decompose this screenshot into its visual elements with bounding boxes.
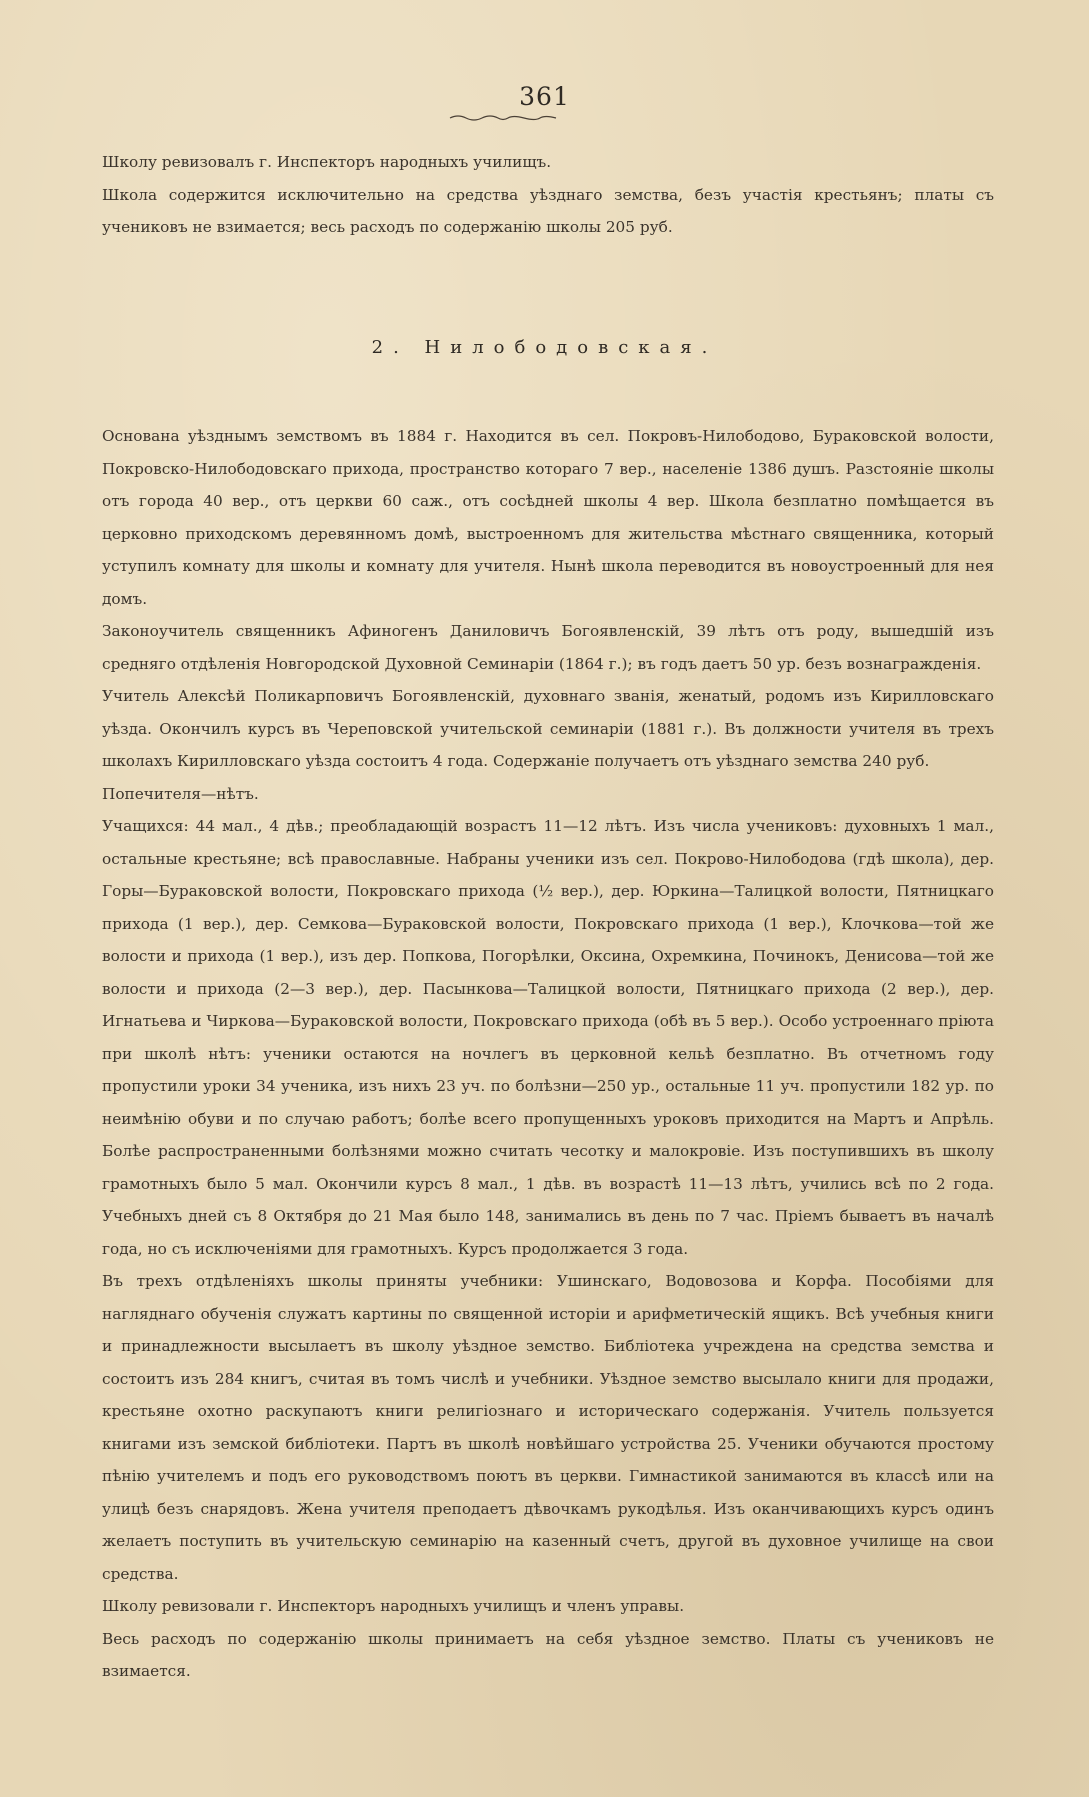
paragraph-expenses: Весь расходъ по содержанію школы принимаетъ на себя уѣздное земство. Платы съ учениковъ не взимается.: [102, 1629, 994, 1680]
page-number: 361: [519, 82, 570, 111]
paragraph-founding: Основана уѣзднымъ земствомъ въ 1884 г. Находится въ сел. Покровъ-Нилободово, Бураковской волости, Покровско-Нилободовскаго прихода, пространство котораго 7 вер., населеніе 1386 душъ. Разстояніе школы отъ города 40 вер., отъ церкви 60 саж., отъ сосѣдней школы 4 вер. Школа безплатно помѣщается въ церковно приходскомъ деревянномъ домѣ, выстроенномъ для жительства мѣстнаго священника, который уступилъ комнату для школы и комнату для учителя. Нынѣ школа переводится въ новоустроенный для нея домъ.: [102, 427, 994, 608]
section-heading: 2. Нилободовская.: [371, 337, 718, 358]
paragraph-teacher: Учитель Алексѣй Поликарповичъ Богоявленскій, духовнаго званія, женатый, родомъ изъ Кирилловскаго уѣзда. Окончилъ курсъ въ Череповской учительской семинаріи (1881 г.). Въ должности учителя въ трехъ школахъ Кирилловскаго уѣзда состоитъ 4 года. Содержаніе получаетъ отъ уѣзднаго земства 240 руб.: [102, 687, 994, 770]
paragraph-trustees: Попечителя—нѣтъ.: [102, 784, 259, 803]
paragraph-inspection: Школу ревизовали г. Инспекторъ народныхъ училищъ и членъ управы.: [102, 1597, 685, 1615]
intro-paragraph-2: Школа содержится исключительно на средства уѣзднаго земства, безъ участія крестьянъ; платы съ учениковъ не взимается; весь расходъ по содержанію школы 205 руб.: [102, 185, 994, 236]
paragraph-students: Учащихся: 44 мал., 4 дѣв.; преобладающій возрастъ 11—12 лѣтъ. Изъ числа учениковъ: духовныхъ 1 мал., остальные крестьяне; всѣ православные. Набраны ученики изъ сел. Покрово-Нилободова (гдѣ школа), дер. Горы—Бураковской волости, Покровскаго прихода (½ вер.), дер. Юркина—Талицкой волости, Пятницкаго прихода (1 вер.), дер. Семкова—Бураковской волости, Покровскаго прихода (1 вер.), Клочкова—той же волости и прихода (1 вер.), изъ дер. Попкова, Погорѣлки, Оксина, Охремкина, Починокъ, Денисова—той же волости и прихода (2—3 вер.), дер. Пасынкова—Талицкой волости, Пятницкаго прихода (2 вер.), дер. Игнатьева и Чиркова—Бураковской волости, Покровскаго прихода (обѣ въ 5 вер.). Особо устроеннаго пріюта при школѣ нѣтъ: ученики остаются на ночлегъ въ церковной кельѣ безплатно. Въ отчетномъ году пропустили уроки 34 ученика, изъ нихъ 23 уч. по болѣзни—250 ур., остальные 11 уч. пропустили 182 ур. по неимѣнію обуви и по случаю работъ; болѣе всего пропущенныхъ уроковъ приходится на Мартъ и Апрѣль. Болѣе распространенными болѣзнями можно считать чесотку и малокровіе. Изъ поступившихъ въ школу грамотныхъ было 5 мал. Окончили курсъ 8 мал., 1 дѣв. въ возрастѣ 11—13 лѣтъ, учились всѣ по 2 года. Учебныхъ дней съ 8 Октября до 21 Мая было 148, занимались въ день по 7 час. Пріемъ бываетъ въ началѣ года, но съ исключеніями для грамотныхъ. Курсъ продолжается 3 года.: [102, 817, 994, 1258]
paragraph-textbooks: Въ трехъ отдѣленіяхъ школы приняты учебники: Ушинскаго, Водовозова и Корфа. Пособіями для нагляднаго обученія служатъ картины по священной исторіи и арифметическій ящикъ. Всѣ учебныя книги и принадлежности высылаетъ въ школу уѣздное земство. Библіотека учреждена на средства земства и состоитъ изъ 284 книгъ, считая въ томъ числѣ и учебники. Уѣздное земство высылало книги для продажи, крестьяне охотно раскупаютъ книги религіознаго и историческаго содержанія. Учитель пользуется книгами изъ земской библіотеки. Партъ въ школѣ новѣйшаго устройства 25. Ученики обучаются простому пѣнію учителемъ и подъ его руководствомъ поютъ въ церкви. Гимнастикой занимаются въ классѣ или на улицѣ безъ снарядовъ. Жена учителя преподаетъ дѣвочкамъ рукодѣлья. Изъ оканчивающихъ курсъ одинъ желаетъ поступить въ учительскую семинарію на казенный счетъ, другой въ духовное училище на свои средства.: [102, 1272, 994, 1583]
intro-paragraph-1: Школу ревизовалъ г. Инспекторъ народныхъ училищъ.: [102, 153, 552, 171]
paragraph-teacher-of-law: Законоучитель священникъ Афиногенъ Даниловичъ Богоявленскій, 39 лѣтъ отъ роду, вышедшій изъ средняго отдѣленія Новгородской Духовной Семинаріи (1864 г.); въ годъ даетъ 50 ур. безъ вознагражденія.: [102, 622, 994, 673]
ornament-rule: [448, 113, 558, 123]
main-text: [102, 420, 994, 1688]
intro-text: [102, 146, 994, 244]
ornament-svg: [448, 113, 558, 123]
